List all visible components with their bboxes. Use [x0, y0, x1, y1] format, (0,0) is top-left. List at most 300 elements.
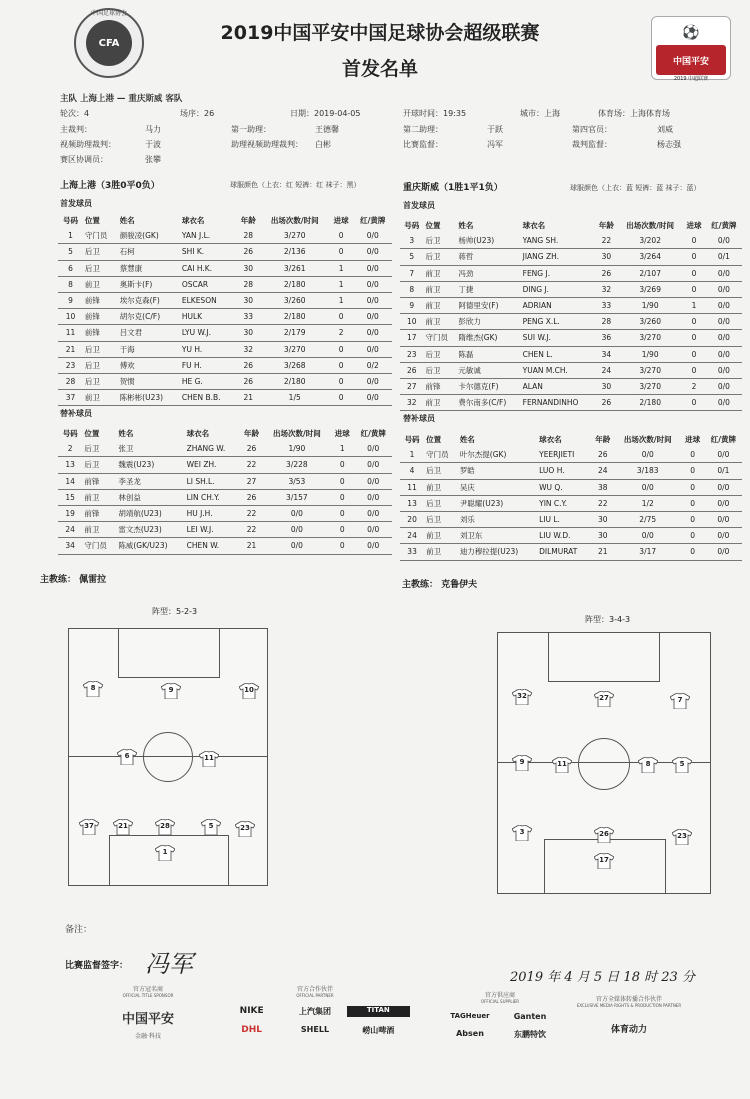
player-shirt [235, 821, 255, 837]
cell-goals: 0 [329, 244, 354, 260]
away-subs-table [400, 432, 742, 561]
cell-cards: 0/0 [354, 538, 392, 554]
cell-shirt-name: FENG J. [521, 265, 595, 281]
assessor-label: 裁判监督： [572, 140, 612, 149]
cell-appearances: 2/180 [618, 395, 682, 411]
table-row [400, 511, 742, 527]
cell-goals: 0 [682, 249, 706, 265]
cell-age: 21 [239, 538, 263, 554]
commissioner-label: 比赛监督： [403, 140, 443, 149]
cell-shirt-name: LIU W.D. [537, 528, 591, 544]
home-pitch [68, 628, 268, 886]
shirt-number: 5 [679, 760, 685, 768]
player-shirt [594, 827, 614, 843]
cell-goals: 2 [329, 325, 354, 341]
cell-age: 33 [595, 297, 619, 313]
table-row [400, 528, 742, 544]
csl-badge [651, 16, 731, 80]
cell-age: 30 [595, 249, 619, 265]
cell-goals: 0 [330, 457, 354, 473]
cell-position: 前锋 [82, 473, 116, 489]
table-row [400, 314, 742, 330]
cell-shirt-name: ALAN [521, 378, 595, 394]
cell-goals: 1 [682, 297, 706, 313]
cell-number: 37 [58, 390, 83, 406]
shirt-number: 28 [160, 822, 170, 830]
cell-position: 后卫 [82, 457, 116, 473]
player-shirt [199, 751, 219, 767]
home-top-penalty-box [118, 629, 220, 678]
cell-age: 26 [236, 244, 261, 260]
tagheuer-logo: TAGHeuer [450, 1012, 490, 1020]
shirt-number: 3 [519, 828, 525, 836]
shirt-number: 10 [244, 686, 254, 694]
cell-position: 前卫 [424, 265, 457, 281]
table-row [400, 297, 742, 313]
cell-position: 守门员 [82, 538, 116, 554]
ar2-label: 第二助理： [403, 125, 443, 134]
cell-age: 26 [595, 265, 619, 281]
cell-shirt-name: LYU W.J. [180, 325, 236, 341]
cell-appearances: 3/202 [618, 233, 682, 249]
cell-goals: 0 [682, 233, 706, 249]
cell-position: 前锋 [83, 292, 118, 308]
cell-name: 傅欢 [118, 357, 180, 373]
table-row [58, 522, 392, 538]
cell-shirt-name: PENG X.L. [521, 314, 595, 330]
cell-appearances: 3/53 [264, 473, 330, 489]
cell-age: 21 [236, 390, 261, 406]
cell-number: 23 [400, 346, 424, 362]
cell-appearances: 3/270 [618, 378, 682, 394]
cell-position: 前卫 [424, 528, 458, 544]
ar1: 王德馨 [315, 125, 339, 134]
cell-appearances: 3/270 [618, 362, 682, 378]
cell-goals: 2 [682, 378, 706, 394]
shirt-number: 9 [519, 758, 525, 766]
cell-position: 后卫 [83, 341, 118, 357]
cell-name: 罗皓 [458, 463, 537, 479]
cell-shirt-name: CHEN W. [185, 538, 240, 554]
cell-name: 奥斯卡(F) [118, 276, 180, 292]
cell-appearances: 2/180 [261, 309, 329, 325]
cell-cards: 0/0 [705, 447, 742, 463]
table-row [58, 276, 392, 292]
shirt-number: 26 [599, 830, 609, 838]
cell-appearances: 1/90 [264, 441, 330, 457]
cell-age: 21 [591, 544, 615, 560]
match-date: 日期：2019-04-05 [290, 109, 361, 118]
column-header-cards: 红/黄牌 [711, 221, 737, 231]
cell-name: 林创益 [116, 489, 184, 505]
cell-appearances: 3/264 [618, 249, 682, 265]
round: 轮次：4 [60, 109, 90, 118]
ar1-label: 第一助理： [231, 125, 271, 134]
cell-name: 陈磊 [456, 346, 520, 362]
absen-logo: Absen [456, 1029, 484, 1038]
cell-number: 27 [400, 378, 424, 394]
cell-position: 后卫 [83, 244, 118, 260]
avar-label: 助理视频助理裁判： [231, 140, 303, 149]
cell-number: 15 [58, 489, 82, 505]
cell-goals: 0 [682, 314, 706, 330]
cell-shirt-name: WU Q. [537, 479, 591, 495]
column-header-goals: 进球 [686, 221, 702, 231]
cell-number: 5 [58, 244, 83, 260]
cell-cards: 0/0 [354, 309, 392, 325]
cell-goals: 0 [681, 511, 705, 527]
cell-cards: 0/0 [354, 228, 392, 244]
away-top-penalty-box [548, 633, 660, 682]
cell-position: 前卫 [82, 489, 116, 505]
cell-number: 7 [400, 265, 424, 281]
player-shirt [670, 693, 690, 709]
cell-name: 胡靖航(U23) [116, 505, 184, 521]
cell-appearances: 0/0 [615, 479, 681, 495]
cell-age: 28 [236, 276, 261, 292]
cell-number: 9 [58, 292, 83, 308]
cell-age: 32 [236, 341, 261, 357]
cell-cards: 0/0 [706, 330, 742, 346]
cell-goals: 0 [329, 390, 354, 406]
cell-position: 前卫 [82, 522, 116, 538]
cell-goals: 0 [330, 473, 354, 489]
cell-appearances: 1/90 [618, 346, 682, 362]
player-shirt [672, 829, 692, 845]
table-row [400, 479, 742, 495]
cell-number: 3 [400, 233, 424, 249]
cell-position: 前卫 [83, 390, 118, 406]
away-center-circle [578, 738, 630, 790]
cell-name: 魏震(U23) [116, 457, 184, 473]
cell-shirt-name: FERNANDINHO [521, 395, 595, 411]
cell-age: 22 [239, 522, 263, 538]
cell-position: 后卫 [424, 362, 457, 378]
referee: 马力 [145, 125, 161, 134]
cell-cards: 0/0 [705, 544, 742, 560]
cell-age: 30 [591, 511, 615, 527]
cell-appearances: 3/270 [261, 228, 329, 244]
column-header-age: 年龄 [240, 216, 256, 226]
cell-appearances: 1/5 [261, 390, 329, 406]
cell-number: 1 [58, 228, 83, 244]
cell-number: 32 [400, 395, 424, 411]
tiyudongli-logo: 体育动力 [610, 1025, 647, 1035]
table-row [58, 244, 392, 260]
cell-shirt-name: ADRIAN [521, 297, 595, 313]
cell-shirt-name: LEI W.J. [185, 522, 240, 538]
cell-age: 26 [239, 489, 263, 505]
column-header-appearances: 出场次数/时间 [623, 435, 672, 445]
cell-position: 后卫 [83, 357, 118, 373]
cell-appearances: 2/180 [261, 373, 329, 389]
cell-number: 24 [58, 522, 82, 538]
cell-name: 丁捷 [456, 281, 520, 297]
cell-age: 26 [236, 357, 261, 373]
cell-shirt-name: CHEN B.B. [180, 390, 236, 406]
cell-appearances: 0/0 [264, 538, 330, 554]
saic-logo: 上汽集团 [298, 1007, 331, 1016]
player-shirt [161, 683, 181, 699]
cell-shirt-name: LIN CH.Y. [185, 489, 240, 505]
cell-name: 阿德里安(F) [456, 297, 520, 313]
cell-goals: 0 [682, 395, 706, 411]
table-row [58, 357, 392, 373]
cell-cards: 0/0 [705, 479, 742, 495]
cell-cards: 0/1 [705, 463, 742, 479]
shirt-number: 5 [208, 822, 214, 830]
cell-shirt-name: SUI W.J. [521, 330, 595, 346]
cell-goals: 1 [329, 292, 354, 308]
player-shirt [638, 757, 658, 773]
player-shirt [155, 845, 175, 861]
coordinator: 张攀 [145, 155, 161, 164]
signature-datetime: 2019 年 4 月 5 日 18 时 23 分 [510, 970, 695, 985]
dhl-logo: DHL [241, 1025, 263, 1035]
cell-shirt-name: HE G. [180, 373, 236, 389]
logo-caption: 中国足球协会 [90, 10, 127, 17]
column-header-name: 姓名 [118, 429, 134, 439]
cell-appearances: 3/157 [264, 489, 330, 505]
cell-shirt-name: YAN J.L. [180, 228, 236, 244]
cell-cards: 0/0 [706, 378, 742, 394]
away-formation: 阵型：3-4-3 [585, 615, 631, 624]
cell-position: 前卫 [424, 479, 458, 495]
column-header-position: 位置 [425, 221, 441, 231]
cell-age: 24 [591, 463, 615, 479]
cell-position: 前卫 [424, 544, 458, 560]
title-sponsor: 官方冠名商 OFFICIAL TITLE SPONSOR 中国平安 金融·科技 [121, 986, 174, 1040]
assessor: 杨志强 [657, 140, 681, 149]
column-header-number: 号码 [62, 216, 78, 226]
cell-appearances: 3/269 [618, 281, 682, 297]
fourth-official-label: 第四官员： [572, 125, 612, 134]
cell-appearances: 3/270 [261, 341, 329, 357]
cell-appearances: 2/136 [261, 244, 329, 260]
cell-goals: 0 [682, 330, 706, 346]
cell-name: 卡尔德克(F) [456, 378, 520, 394]
cell-age: 28 [595, 314, 619, 330]
cell-name: 隋维杰(GK) [456, 330, 520, 346]
shirt-number: 11 [204, 754, 214, 762]
cell-age: 27 [239, 473, 263, 489]
cell-position: 后卫 [424, 233, 457, 249]
cell-cards: 0/0 [354, 341, 392, 357]
player-shirt [672, 757, 692, 773]
cell-goals: 0 [330, 505, 354, 521]
cell-appearances: 2/179 [261, 325, 329, 341]
cell-number: 11 [400, 479, 424, 495]
player-shirt [117, 749, 137, 765]
cell-cards: 0/0 [354, 505, 392, 521]
cell-name: 陈威(GK/U23) [116, 538, 184, 554]
table-row [400, 281, 742, 297]
table-row [58, 489, 392, 505]
home-center-circle [143, 732, 193, 782]
cell-shirt-name: YIN C.Y. [537, 495, 591, 511]
cell-name: 蒋哲 [456, 249, 520, 265]
table-row [400, 447, 742, 463]
cell-position: 前卫 [424, 395, 457, 411]
cell-goals: 0 [681, 495, 705, 511]
cell-number: 5 [400, 249, 424, 265]
table-row [58, 505, 392, 521]
cell-cards: 0/0 [706, 362, 742, 378]
home-starters-table [58, 213, 392, 406]
cell-name: 埃尔克森(F) [118, 292, 180, 308]
cell-number: 8 [58, 276, 83, 292]
cell-name: 刘乐 [458, 511, 537, 527]
home-subs-table [58, 426, 392, 555]
cell-appearances: 3/261 [261, 260, 329, 276]
cell-age: 22 [239, 505, 263, 521]
cell-goals: 0 [682, 265, 706, 281]
cell-position: 前卫 [424, 314, 457, 330]
cell-number: 23 [58, 357, 83, 373]
shirt-number: 27 [599, 694, 609, 702]
cell-cards: 0/0 [354, 390, 392, 406]
cell-shirt-name: SHI K. [180, 244, 236, 260]
cell-position: 后卫 [83, 373, 118, 389]
cell-age: 24 [595, 362, 619, 378]
dongpeng-logo: 东鹏特饮 [514, 1030, 546, 1039]
column-header-number: 号码 [62, 429, 78, 439]
cell-position: 守门员 [424, 447, 458, 463]
cell-appearances: 3/260 [261, 292, 329, 308]
cell-shirt-name: YANG SH. [521, 233, 595, 249]
cell-position: 后卫 [424, 495, 458, 511]
table-row [400, 330, 742, 346]
cell-name: 冯劲 [456, 265, 520, 281]
csl-icon: ⚽ [682, 25, 700, 41]
cell-shirt-name: DING J. [521, 281, 595, 297]
shirt-number: 37 [84, 822, 94, 830]
column-header-shirt-name: 球衣名 [539, 435, 562, 445]
table-row [58, 260, 392, 276]
cell-appearances: 1/90 [618, 297, 682, 313]
remarks-label: 备注： [65, 925, 93, 935]
ar2: 于跃 [487, 125, 503, 134]
cell-name: 迪力穆拉提(U23) [458, 544, 537, 560]
cell-name: 张卫 [116, 441, 184, 457]
cell-number: 34 [58, 538, 82, 554]
away-kit-colors: 球服颜色（上衣：蓝 短裤：蓝 袜子：蓝） [570, 184, 701, 192]
cell-age: 33 [236, 309, 261, 325]
table-row [400, 346, 742, 362]
cell-position: 前锋 [424, 378, 457, 394]
city: 城市：上海 [520, 109, 560, 118]
document-subtitle: 首发名单 [341, 58, 418, 80]
commissioner-signature-label: 比赛监督签字： [65, 961, 129, 971]
cell-name: 颜骏凌(GK) [118, 228, 180, 244]
document-title: 2019中国平安中国足球协会超级联赛 [220, 22, 540, 44]
cell-appearances: 3/270 [618, 330, 682, 346]
stadium: 体育场：上海体育场 [598, 109, 670, 118]
cell-number: 28 [58, 373, 83, 389]
table-row [58, 292, 392, 308]
cell-cards: 0/0 [705, 511, 742, 527]
cell-number: 2 [58, 441, 82, 457]
cell-cards: 0/0 [354, 373, 392, 389]
cell-goals: 1 [329, 260, 354, 276]
cell-cards: 0/0 [354, 244, 392, 260]
cell-name: 于海 [118, 341, 180, 357]
table-row [400, 495, 742, 511]
cell-appearances: 1/2 [615, 495, 681, 511]
away-pitch [497, 632, 711, 894]
commissioner: 冯军 [487, 140, 503, 149]
table-row [58, 341, 392, 357]
cell-name: 叶尔杰提(GK) [458, 447, 537, 463]
cell-number: 9 [400, 297, 424, 313]
column-header-number: 号码 [404, 435, 420, 445]
cell-cards: 0/0 [705, 528, 742, 544]
cell-goals: 0 [681, 544, 705, 560]
column-header-name: 姓名 [458, 221, 474, 231]
cell-age: 26 [591, 447, 615, 463]
cell-name: 雷文杰(U23) [116, 522, 184, 538]
cell-age: 30 [236, 325, 261, 341]
cell-goals: 0 [329, 341, 354, 357]
home-formation: 阵型：5-2-3 [152, 607, 198, 616]
cell-goals: 0 [681, 447, 705, 463]
badge-sub: 2019 中超联赛 [673, 76, 709, 82]
cell-cards: 0/1 [706, 249, 742, 265]
cell-name: 刘卫东 [458, 528, 537, 544]
cell-name: 吕文君 [118, 325, 180, 341]
column-header-goals: 进球 [334, 429, 350, 439]
column-header-appearances: 出场次数/时间 [272, 429, 321, 439]
fourth-official: 刘威 [657, 125, 673, 134]
cell-cards: 0/0 [706, 233, 742, 249]
cell-cards: 0/0 [354, 441, 392, 457]
cell-cards: 0/0 [706, 314, 742, 330]
cell-goals: 0 [329, 373, 354, 389]
match-number: 场序：26 [180, 109, 215, 118]
shirt-number: 23 [677, 832, 687, 840]
cell-number: 20 [400, 511, 424, 527]
column-header-shirt-name: 球衣名 [522, 221, 546, 231]
cell-goals: 0 [682, 346, 706, 362]
table-row [58, 325, 392, 341]
player-shirt [79, 819, 99, 835]
column-header-position: 位置 [84, 216, 100, 226]
cell-age: 22 [591, 495, 615, 511]
cell-goals: 0 [329, 228, 354, 244]
cell-number: 6 [58, 260, 83, 276]
cell-appearances: 3/228 [264, 457, 330, 473]
cell-name: 石柯 [118, 244, 180, 260]
avar: 白彬 [315, 140, 331, 149]
column-header-appearances: 出场次数/时间 [270, 216, 319, 226]
cell-cards: 0/0 [354, 473, 392, 489]
cell-age: 28 [236, 228, 261, 244]
cell-goals: 0 [330, 489, 354, 505]
table-row [400, 395, 742, 411]
cell-shirt-name: HULK [180, 309, 236, 325]
cell-cards: 0/0 [354, 522, 392, 538]
column-header-shirt-name: 球衣名 [181, 216, 205, 226]
table-row [400, 463, 742, 479]
cell-cards: 0/0 [354, 489, 392, 505]
table-row [58, 473, 392, 489]
cell-age: 30 [591, 528, 615, 544]
away-team-name: 重庆斯威（1胜1平1负） [403, 183, 503, 193]
away-starters-label: 首发球员 [403, 201, 435, 210]
shirt-number: 17 [599, 856, 609, 864]
cell-name: 蔡慧康 [118, 260, 180, 276]
cell-position: 前卫 [424, 297, 457, 313]
